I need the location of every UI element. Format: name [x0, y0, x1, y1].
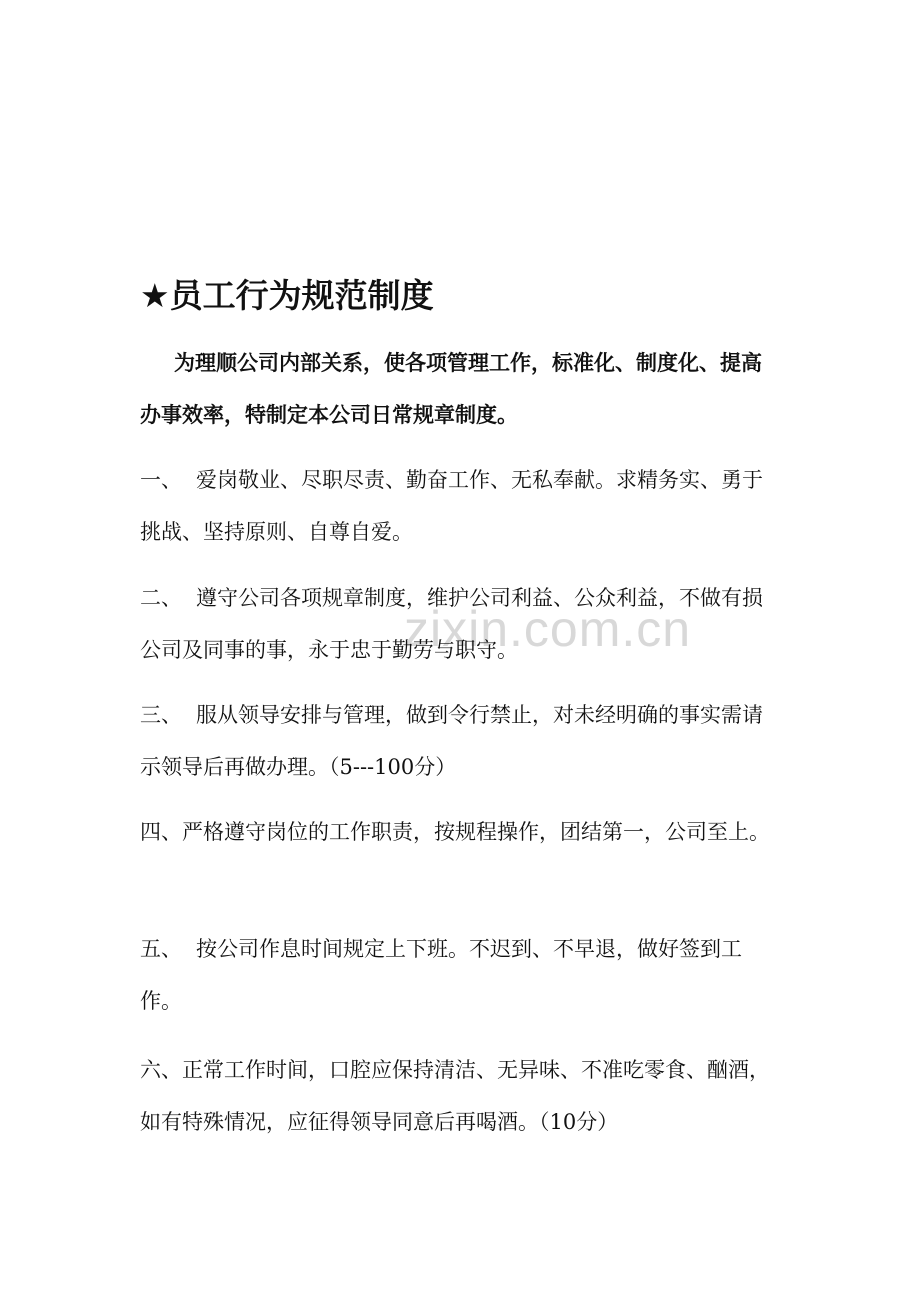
rule-item-2 [140, 572, 780, 676]
rule-item-6 [140, 1044, 780, 1148]
rule-number: 三、 [140, 703, 182, 727]
rule-text: 爱岗敬业、尽职尽责、勤奋工作、无私奉献。求精务实、勇于挑战、坚持原则、自尊自爱。 [140, 468, 763, 544]
rule-number: 一、 [140, 468, 182, 492]
rule-number: 六、 [140, 1058, 182, 1082]
rule-number: 五、 [140, 937, 182, 961]
intro-paragraph: 为理顺公司内部关系，使各项管理工作，标准化、制度化、提高办事效率，特制定本公司日常规章制度。 [140, 351, 762, 427]
rule-text: 严格遵守岗位的工作职责，按规程操作，团结第一，公司至上。 [182, 820, 770, 844]
rule-item-1 [140, 454, 780, 558]
document-title: ★员工行为规范制度 [140, 276, 434, 315]
rule-item-5 [140, 923, 780, 1027]
rule-item-3 [140, 689, 780, 793]
rule-text: 遵守公司各项规章制度，维护公司利益、公众利益，不做有损公司及同事的事，永于忠于勤劳与职守。 [140, 586, 763, 662]
rule-item-4 [140, 806, 780, 858]
rule-number: 四、 [140, 820, 182, 844]
rule-text: 按公司作息时间规定上下班。不迟到、不早退，做好签到工作。 [140, 937, 742, 1013]
watermark: zixin.com.cn [404, 601, 692, 657]
rule-text: 正常工作时间，口腔应保持清洁、无异味、不准吃零食、酗酒，如有特殊情况，应征得领导同意后再喝酒。（10分） [140, 1058, 770, 1134]
rule-text: 服从领导安排与管理，做到令行禁止，对未经明确的事实需请示领导后再做办理。（5---100分） [140, 703, 763, 779]
rule-number: 二、 [140, 586, 182, 610]
